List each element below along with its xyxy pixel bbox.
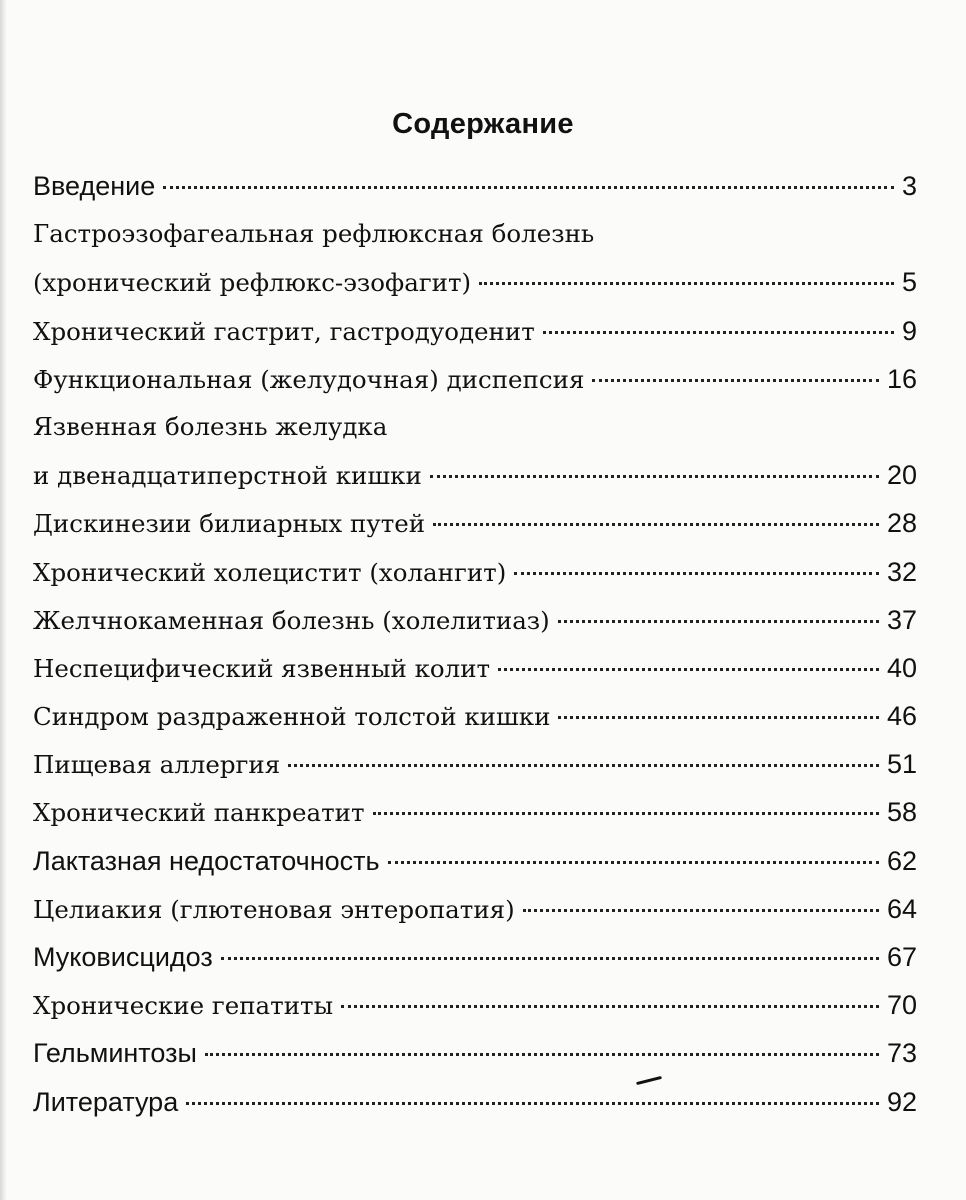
toc-entry-title: Функциональная (желудочная) диспепсия [33,364,585,394]
toc-page-number: 46 [886,701,917,732]
toc-entry-line [33,644,917,692]
toc-entry-title: Гастроэзофагеальная рефлюксная болезнь [33,219,595,249]
page-title: Содержание [392,108,574,140]
toc-entry-title: Литература [33,1086,179,1117]
toc-entry-line [33,981,917,1029]
dot-leader [430,475,879,478]
toc-entry-line [33,355,917,403]
dot-leader [558,716,879,719]
toc-entry [33,162,917,210]
toc-entry-title: Желчнокаменная болезнь (холелитиаз) [33,605,550,635]
toc-page-number: 16 [886,363,917,394]
toc-entry-title: Хронические гепатиты [33,991,334,1021]
toc-entry-line [33,1078,917,1126]
toc-entry-line [33,499,917,547]
dot-leader [498,668,879,671]
dot-leader [221,957,879,960]
toc-page-number: 64 [886,893,917,924]
toc-entry-line [33,740,917,788]
dot-leader [514,572,879,575]
toc-entry-line [33,692,917,740]
toc-entry-line [33,548,917,596]
dot-leader [388,861,879,864]
toc-entry [33,403,917,499]
toc-entry-line [33,933,917,981]
toc-entry-title: Дискинезии билиарных путей [33,509,426,539]
dot-leader [288,764,879,767]
toc-entry-title: Хронический холецистит (холангит) [33,557,507,587]
dot-leader [163,186,894,189]
toc-entry-line [33,162,917,210]
toc-entry [33,837,917,885]
toc-page-number: 9 [901,315,917,346]
toc-page-number: 20 [886,460,917,491]
dot-leader [205,1053,879,1056]
toc-page-number: 37 [886,604,917,635]
toc-page-number: 67 [886,942,917,972]
toc-entry-title: (хронический рефлюкс-эзофагит) [33,268,472,298]
toc-entry [33,548,917,596]
dot-leader [543,331,894,334]
toc-page-number: 73 [886,1038,917,1069]
toc-page-number: 28 [886,508,917,539]
toc-entry [33,692,917,740]
toc-page-number: 70 [886,990,917,1021]
toc-entry-line [33,1029,917,1077]
dot-leader [558,620,879,623]
toc-entry [33,885,917,933]
dot-leader [186,1102,879,1105]
toc-entry [33,933,917,981]
toc-entry [33,644,917,692]
toc-entry [33,307,917,355]
toc-entry [33,740,917,788]
toc-entry-title: Пищевая аллергия [33,750,281,780]
toc-page-number: 3 [901,171,917,201]
toc-entry [33,210,917,306]
dot-leader [341,1005,879,1008]
toc-page-number: 32 [886,556,917,587]
toc-entry-title: Синдром раздраженной толстой кишки [33,702,551,732]
toc-entry-title: Гельминтозы [33,1038,197,1069]
toc-page-number: 92 [886,1086,917,1117]
toc-entry-line [33,596,917,644]
toc-page-number: 58 [886,797,917,828]
toc-entry [33,981,917,1029]
dot-leader [592,379,879,382]
toc-entry-title: Неспецифический язвенный колит [33,653,491,683]
toc-entry [33,1029,917,1077]
toc-entry-line [33,258,917,306]
toc-page-number: 51 [886,749,917,780]
toc-entry-line [33,210,917,258]
toc-page-number: 5 [901,267,917,298]
toc-entry-title: Целиакия (глютеновая энтеропатия) [33,894,515,924]
toc-entry-title: Муковисцидоз [33,942,213,972]
toc-entry-line [33,837,917,885]
toc-entry-title: Язвенная болезнь желудка [33,411,388,441]
toc-entry [33,1078,917,1126]
toc-entry-title: Лактазная недостаточность [33,845,380,876]
toc-entry [33,788,917,836]
toc-entry-title: и двенадцатиперстной кишки [33,461,422,491]
toc-entry-line [33,403,917,451]
toc-page-number: 62 [886,845,917,876]
toc-entry-title: Хронический панкреатит [33,798,365,828]
dot-leader [479,282,894,285]
toc-entry-title: Хронический гастрит, гастродуоденит [33,316,535,346]
toc-entry [33,499,917,547]
toc-entry-line [33,451,917,499]
dot-leader [433,523,879,526]
toc-page-number: 40 [886,652,917,683]
toc-entry [33,355,917,403]
toc-entry-line [33,307,917,355]
dot-leader [523,909,879,912]
table-of-contents [33,162,917,1126]
page-edge-shadow [0,0,6,1200]
toc-entry-line [33,885,917,933]
toc-entry-line [33,788,917,836]
toc-entry-title: Введение [33,171,156,201]
dot-leader [373,812,879,815]
toc-entry [33,596,917,644]
